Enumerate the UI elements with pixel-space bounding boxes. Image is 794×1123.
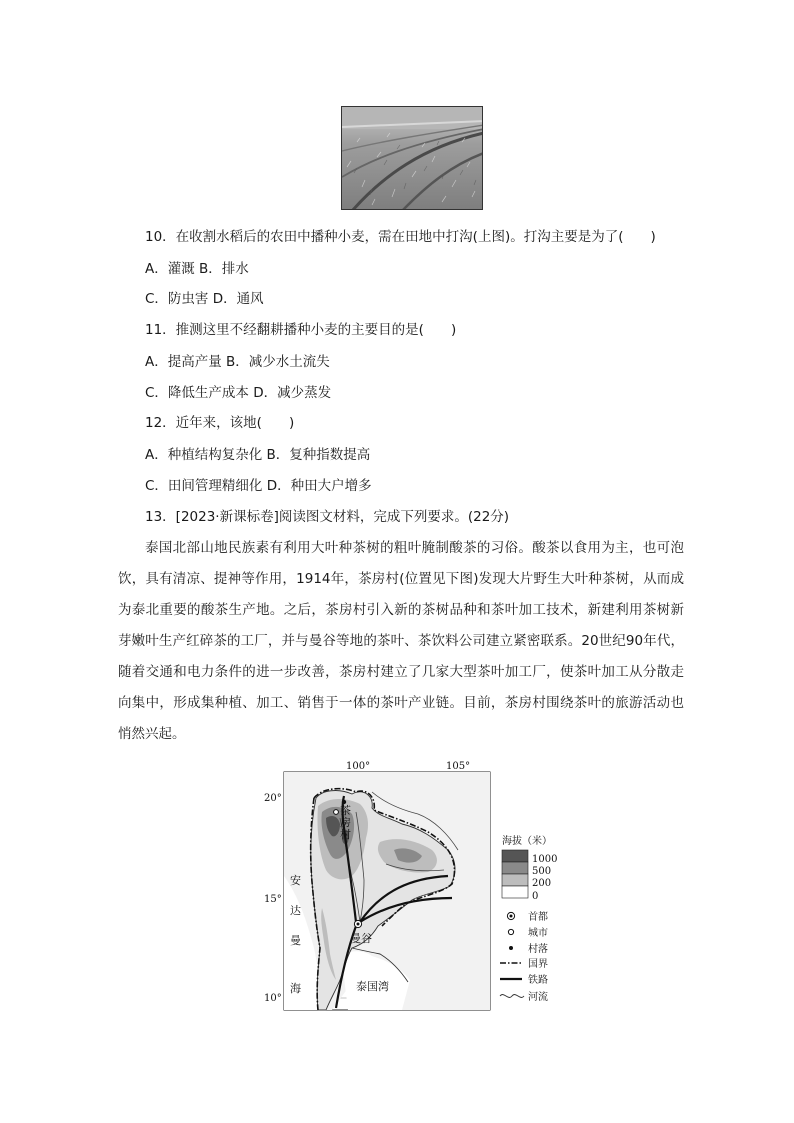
question-12-options-cd: C．田间管理精细化 D．种田大户增多 [145,478,372,494]
question-13-material: 泰国北部山地民族素有利用大叶种茶树的粗叶腌制酸茶的习俗。酸茶以食用为主，也可泡饮，具有清凉、提神等作用，1914年，茶房村(位置见下图)发现大片野生大叶种茶树，从而成为泰北重要的酸茶生产地。之后，茶房村引入新的茶树品种和茶叶加工技术，新建利用茶树新芽嫩叶生产红碎茶的工厂，并与曼谷等地的茶叶、茶饮料公司建立紧密联系。20世纪90年代，随着交通和电力条件的进一步改善，茶房村建立了几家大型茶叶加工厂，使茶叶加工从分散走向集中，形成集种植、加工、销售于一体的茶叶产业链。目前，茶房村围绕茶叶的旅游活动也悄然兴起。 [118,540,684,742]
city-icon [334,810,339,815]
legend-capital-icon-dot [510,915,513,918]
lat-label-10: 10° [264,993,282,1004]
village-label-char-2: 房 [340,816,351,829]
map-legend [500,834,557,1003]
thailand-map-figure [252,758,564,1020]
question-10-options-ab: A．灌溉 B．排水 [145,261,249,277]
question-11-options-ab: A．提高产量 B．减少水土流失 [145,354,330,370]
legend-level-500: 500 [532,866,552,877]
legend-level-1000: 1000 [532,854,558,865]
legend-river-label: 河流 [528,992,548,1003]
sea-label-char-3: 曼 [290,934,301,947]
question-11-stem: 11．推测这里不经翻耕播种小麦的主要目的是( ) [145,322,457,338]
legend-swatch-500 [502,862,528,874]
legend-border-label: 国界 [528,959,548,970]
lon-label-100: 100° [346,761,371,772]
lon-label-105: 105° [446,761,471,772]
legend-river-line-icon [500,995,524,998]
gulf-label: 泰国湾 [356,980,389,993]
question-13-stem: 13．[2023·新课标卷]阅读图文材料，完成下列要求。(22分) [145,509,510,525]
lat-label-20: 20° [264,793,282,804]
legend-swatch-1000 [502,850,528,862]
sea-label-char-1: 安 [290,874,301,887]
capital-icon-dot [357,923,360,926]
legend-swatch-0 [502,886,528,898]
village-label-char-3: 村 [340,828,351,841]
question-10-options-cd: C．防虫害 D．通风 [145,291,264,307]
sea-label-char-2: 达 [290,904,301,917]
legend-village-dot-icon [509,946,513,950]
legend-railway-label: 铁路 [528,975,548,986]
furrowed-field-image [342,107,483,210]
legend-title: 海拔（米） [502,836,552,847]
question-10-stem: 10．在收割水稻后的农田中播种小麦，需在田地中打沟(上图)。打沟主要是为了( ) [145,229,656,245]
legend-city-label: 城市 [528,928,548,939]
question-12-options-ab: A．种植结构复杂化 B．复种指数提高 [145,447,371,463]
legend-level-200: 200 [532,878,552,889]
legend-capital-label: 首都 [528,912,548,923]
question-11-options-cd: C．降低生产成本 D．减少蒸发 [145,385,332,401]
sea-label-char-4: 海 [290,982,301,995]
field-photo [341,106,483,210]
legend-city-icon [508,929,513,934]
legend-swatch-200 [502,874,528,886]
question-12-stem: 12．近年来，该地( ) [145,415,295,431]
capital-label: 曼谷 [350,932,372,945]
lat-label-15: 15° [264,894,282,905]
thailand-map [252,758,564,1020]
legend-level-0: 0 [532,891,539,902]
village-label-char-1: 茶 [340,804,351,817]
legend-village-label: 村落 [528,944,548,955]
